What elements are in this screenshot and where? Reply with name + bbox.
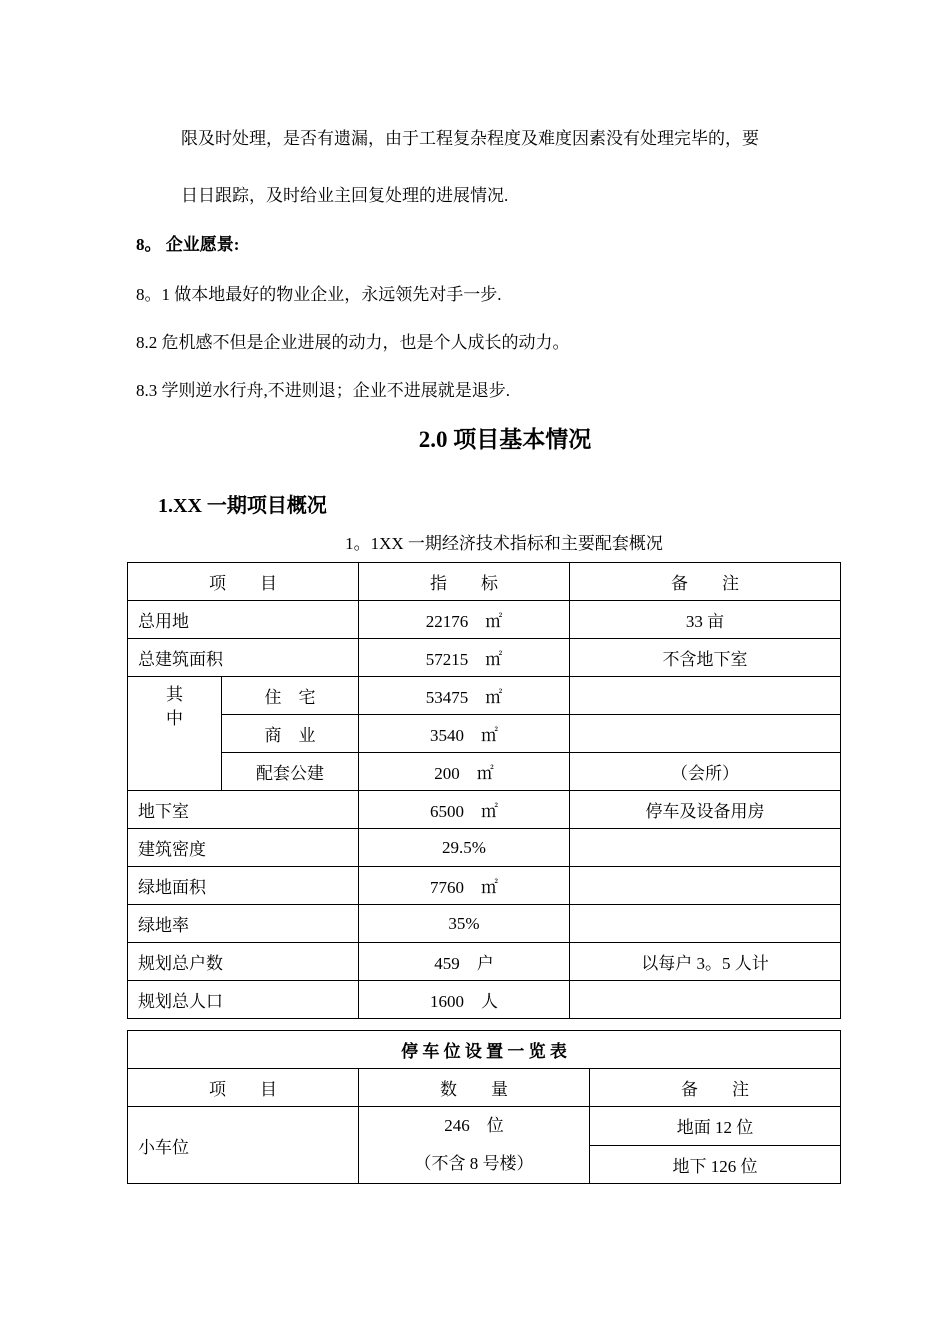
item-cell: 小车位 <box>128 1107 359 1184</box>
item-cell: 绿地面积 <box>128 867 359 905</box>
value-cell: 7760 ㎡ <box>359 867 570 905</box>
paragraph-8-3: 8.3 学则逆水行舟,不进则退；企业不进展就是退步. <box>136 381 510 400</box>
value-cell: 200 ㎡ <box>359 753 570 791</box>
table-row <box>128 829 841 867</box>
value-cell: 29.5% <box>359 829 570 867</box>
table-row <box>128 791 841 829</box>
table-row <box>128 981 841 1019</box>
value-cell: 1600 人 <box>359 981 570 1019</box>
value-cell <box>359 1107 590 1184</box>
group-label: 其中 <box>166 685 183 728</box>
value-line: （不含 8 号楼） <box>414 1154 534 1173</box>
table-row <box>128 905 841 943</box>
table-row <box>128 601 841 639</box>
item-cell: 配套公建 <box>222 753 359 791</box>
note-cell: 以每户 3。5 人计 <box>570 943 841 981</box>
item-cell: 规划总人口 <box>128 981 359 1019</box>
paragraph-8-2: 8.2 危机感不但是企业进展的动力，也是个人成长的动力。 <box>136 333 570 352</box>
table-row <box>128 943 841 981</box>
note-cell <box>570 905 841 943</box>
header-cell: 指 标 <box>359 563 570 601</box>
table-row <box>128 677 841 715</box>
value-cell: 53475 ㎡ <box>359 677 570 715</box>
note-cell: 地面 12 位 <box>590 1107 841 1146</box>
note-cell: 不含地下室 <box>570 639 841 677</box>
table-caption: 1。1XX 一期经济技术指标和主要配套概况 <box>345 534 663 553</box>
header-cell: 项 目 <box>128 1069 359 1107</box>
value-line: 246 位 <box>444 1116 504 1135</box>
note-cell: 地下 126 位 <box>590 1145 841 1184</box>
group-label-cell <box>128 677 222 791</box>
value-cell: 6500 ㎡ <box>359 791 570 829</box>
section-8-title: 8。 企业愿景: <box>136 235 240 254</box>
table-row <box>128 715 841 753</box>
paragraph-8-1: 8。1 做本地最好的物业企业，永远领先对手一步. <box>136 285 502 304</box>
item-cell: 总用地 <box>128 601 359 639</box>
note-cell <box>570 715 841 753</box>
table-header-row <box>128 563 841 601</box>
header-cell: 项 目 <box>128 563 359 601</box>
table-header-row <box>128 1069 841 1107</box>
note-cell <box>570 677 841 715</box>
table-row <box>128 753 841 791</box>
paragraph-line: 日日跟踪，及时给业主回复处理的进展情况. <box>181 186 509 205</box>
item-cell: 商 业 <box>222 715 359 753</box>
item-cell: 地下室 <box>128 791 359 829</box>
note-cell: （会所） <box>570 753 841 791</box>
indicator-table <box>127 562 841 1019</box>
item-cell: 绿地率 <box>128 905 359 943</box>
value-cell: 35% <box>359 905 570 943</box>
value-cell: 22176 ㎡ <box>359 601 570 639</box>
header-cell: 数 量 <box>359 1069 590 1107</box>
note-cell <box>570 829 841 867</box>
header-cell: 备 注 <box>570 563 841 601</box>
parking-title-row <box>128 1031 841 1069</box>
section-heading: 2.0 项目基本情况 <box>418 427 592 452</box>
item-cell: 建筑密度 <box>128 829 359 867</box>
table-row <box>128 867 841 905</box>
value-cell: 3540 ㎡ <box>359 715 570 753</box>
paragraph-line: 限及时处理，是否有遗漏，由于工程复杂程度及难度因素没有处理完毕的，要 <box>181 129 759 148</box>
note-cell: 停车及设备用房 <box>570 791 841 829</box>
parking-title: 停 车 位 设 置 一 览 表 <box>128 1031 841 1069</box>
note-cell: 33 亩 <box>570 601 841 639</box>
item-cell: 住 宅 <box>222 677 359 715</box>
subsection-heading: 1.XX 一期项目概况 <box>158 495 327 517</box>
item-cell: 规划总户数 <box>128 943 359 981</box>
value-cell: 57215 ㎡ <box>359 639 570 677</box>
parking-table <box>127 1030 841 1184</box>
table-row <box>128 639 841 677</box>
header-cell: 备 注 <box>590 1069 841 1107</box>
value-cell: 459 户 <box>359 943 570 981</box>
table-row <box>128 1107 841 1146</box>
item-cell: 总建筑面积 <box>128 639 359 677</box>
note-cell <box>570 867 841 905</box>
note-cell <box>570 981 841 1019</box>
